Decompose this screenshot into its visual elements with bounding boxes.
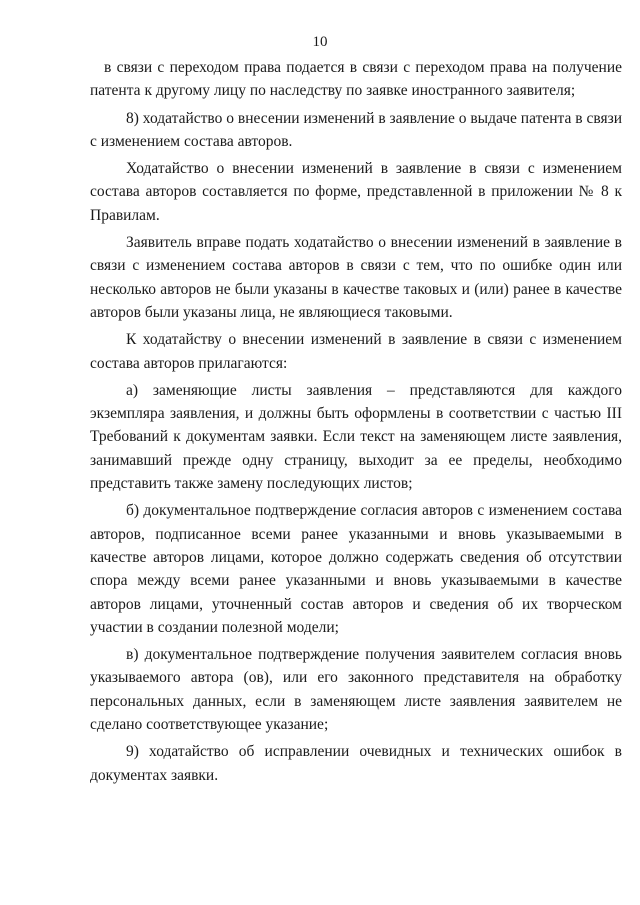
- document-body: [90, 56, 622, 787]
- paragraph-applicant-right: Заявитель вправе подать ходатайство о внесении изменений в заявление в связи с изменением состава авторов в связи с тем, что по ошибке один или несколько авторов не были указаны в качестве таковых и (или) ранее в качестве авторов были указаны лица, не являющиеся таковыми.: [90, 234, 622, 321]
- page-number: 10: [312, 34, 328, 50]
- paragraph-attachments-intro: К ходатайству о внесении изменений в заявление в связи с изменением состава авторов прилагаются:: [90, 331, 622, 372]
- paragraph-item-9: 9) ходатайство об исправлении очевидных и технических ошибок в документах заявки.: [90, 743, 622, 784]
- paragraph-subitem-a: а) заменяющие листы заявления – представляются для каждого экземпляра заявления, и должны быть оформлены в соответствии с частью III Требований к документам заявки. Если текст на заменяющем листе заявления, занимавший прежде одну страницу, выходит за ее пределы, необходимо представить также замену последующих листов;: [90, 381, 622, 493]
- paragraph-continuation: в связи с переходом права подается в связи с переходом права на получение патента к другому лицу по наследству по заявке иностранного заявителя;: [90, 59, 622, 100]
- paragraph-subitem-b: б) документальное подтверждение согласия авторов с изменением состава авторов, подписанное всеми ранее указанными и вновь указываемыми в качестве авторов лицами, которое должно содержать сведения об отсутствии спора между всеми ранее указанными и вновь указываемыми в качестве авторов лицами, уточненный состав авторов и сведения об их творческом участии в создании полезной модели;: [90, 502, 622, 636]
- paragraph-item-8: 8) ходатайство о внесении изменений в заявление о выдаче патента в связи с изменением состава авторов.: [90, 109, 622, 150]
- paragraph-subitem-v: в) документальное подтверждение получения заявителем согласия вновь указываемого автора (ов), или его законного представителя на обработку персональных данных, если в заменяющем листе заявления заявителем не сделано соответствующее указание;: [90, 646, 622, 734]
- paragraph-form-reference: Ходатайство о внесении изменений в заявление в связи с изменением состава авторов составляется по форме, представленной в приложении № 8 к Правилам.: [90, 160, 622, 224]
